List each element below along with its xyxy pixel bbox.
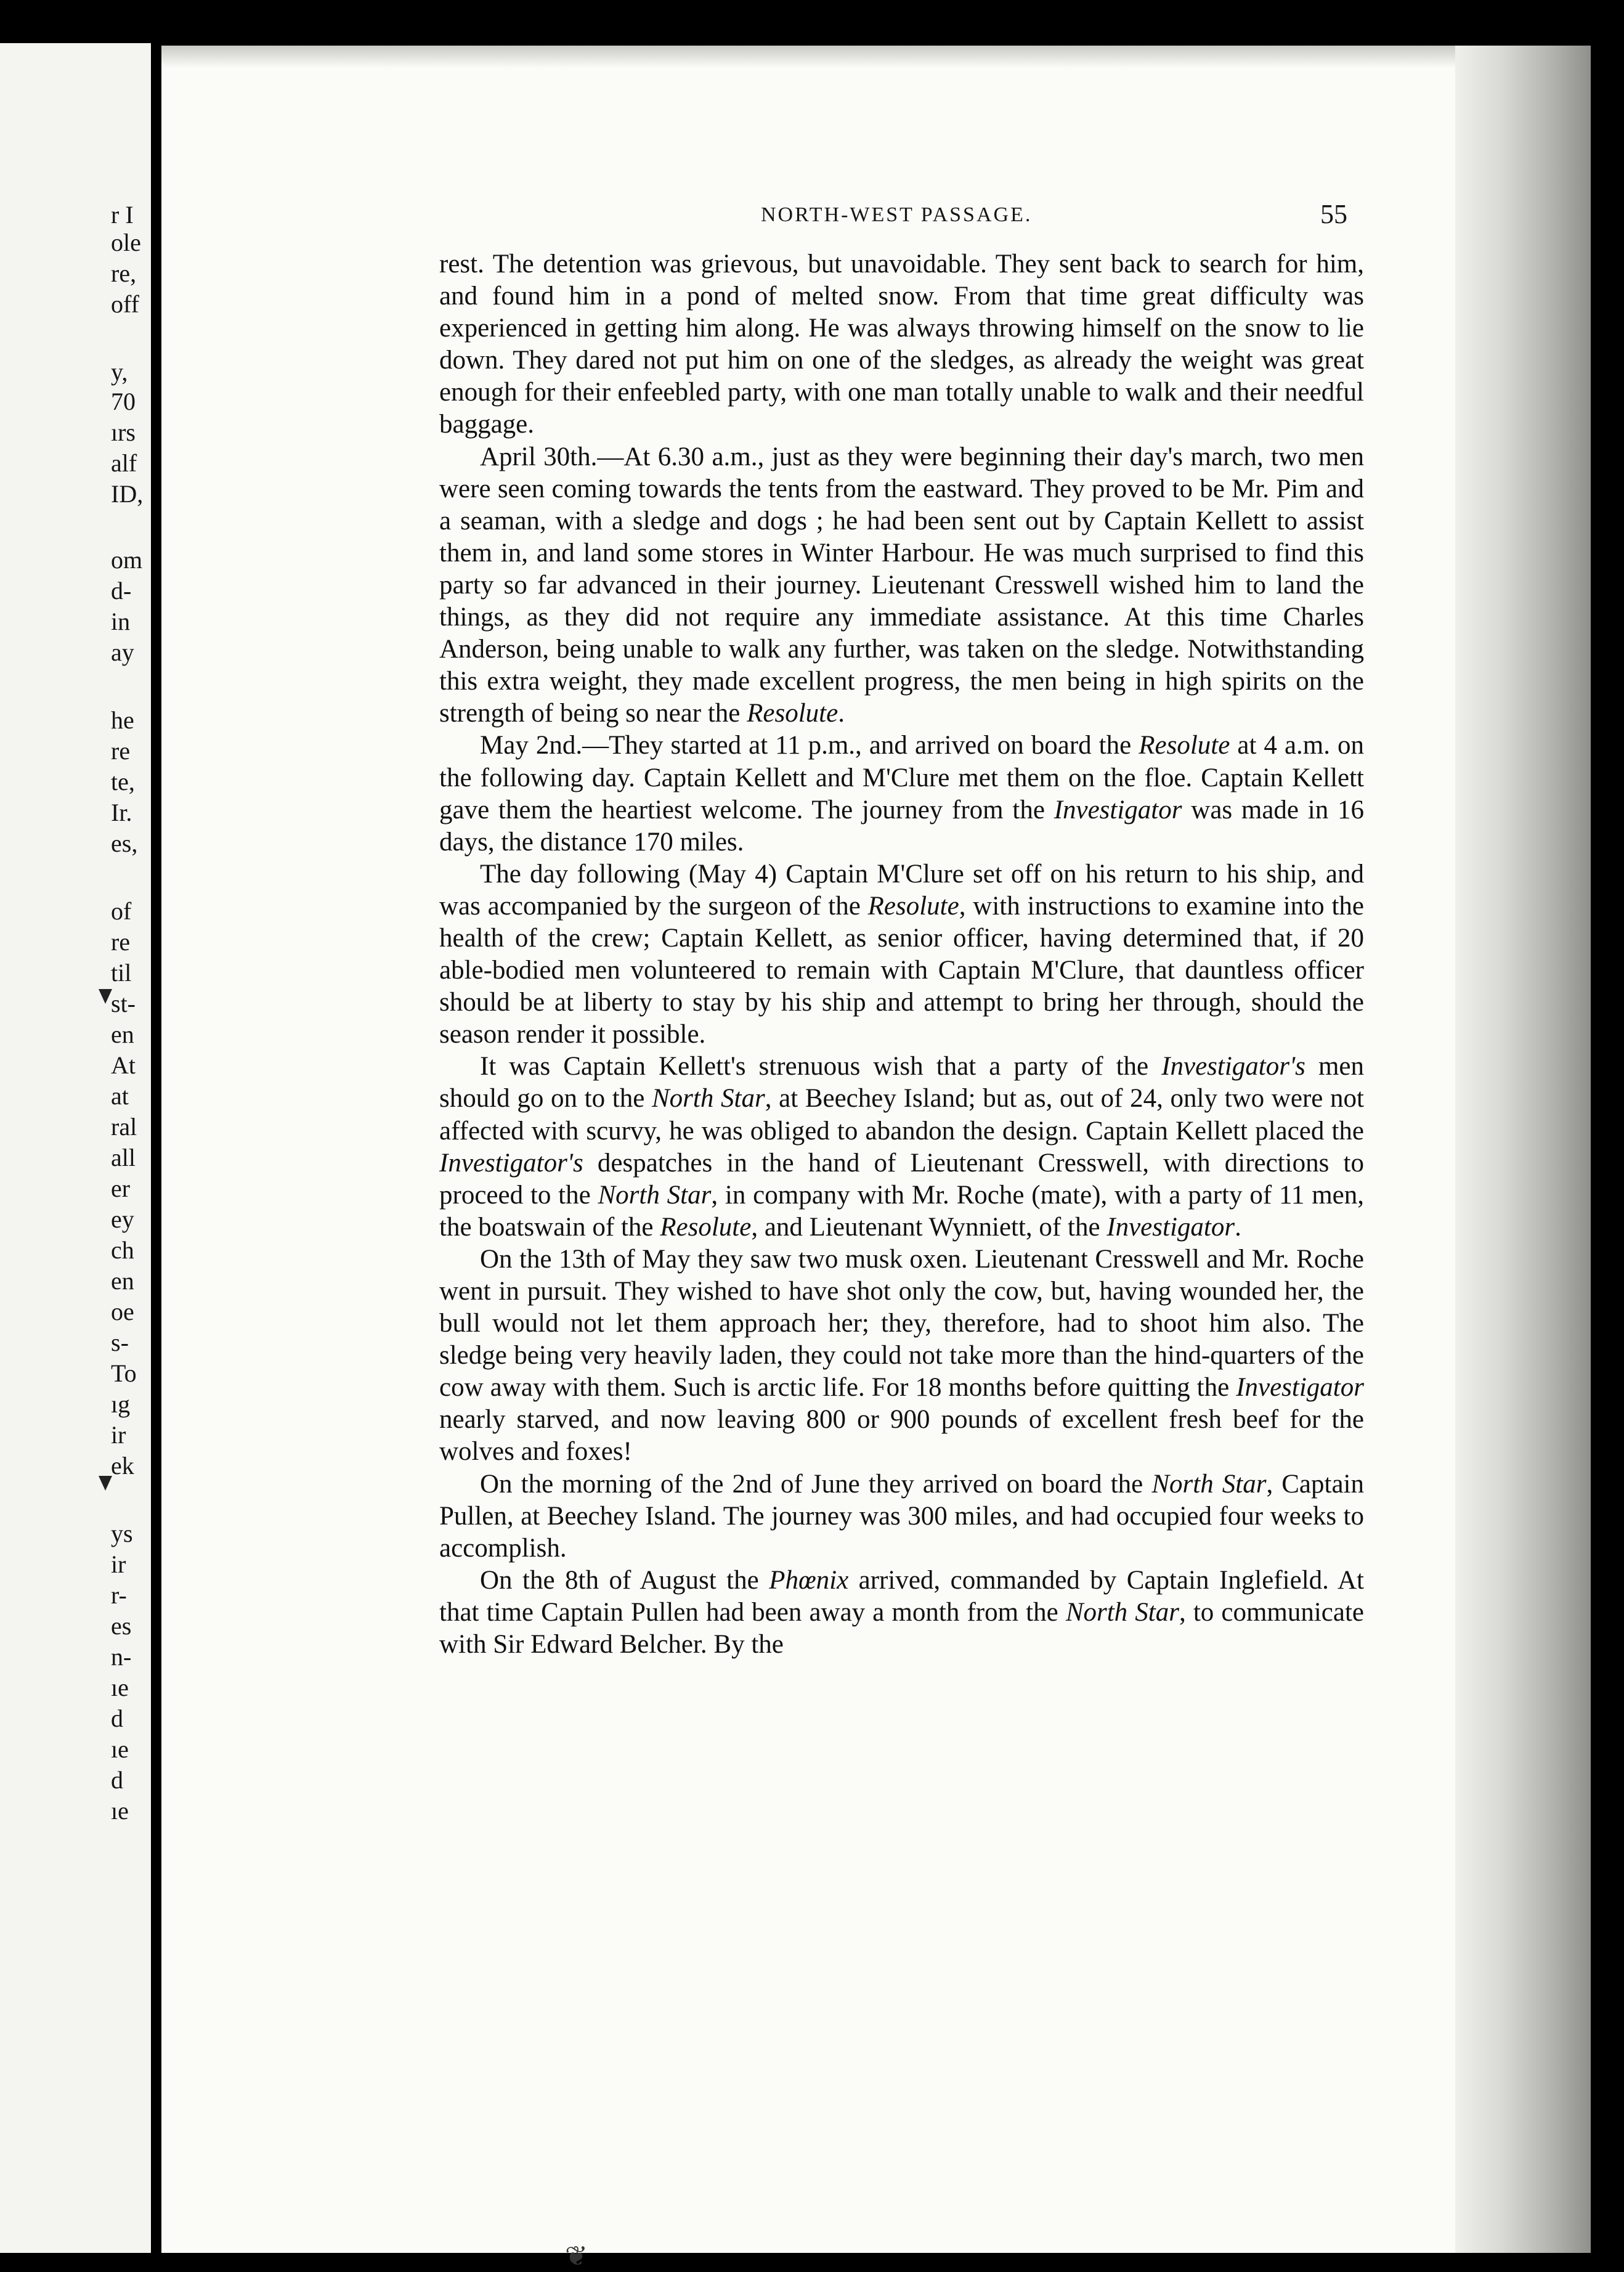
facing-page-fragment: te, <box>111 768 135 796</box>
facing-page-fragment: alf <box>111 449 137 477</box>
facing-page-fragment: ir <box>111 1421 126 1449</box>
facing-page-fragment: re, <box>111 259 137 287</box>
text-run: at 4 a.m. on the following day. Captain Kellett and M'Clure met them on the floe. Captain Kellett gave them the heartiest welcome. The journey from the <box>439 731 1364 825</box>
facing-page-fragment: r I <box>111 201 134 229</box>
text-run: . <box>838 699 845 728</box>
paragraph <box>439 730 1364 858</box>
italic-text: Investigator <box>1054 795 1182 825</box>
facing-page-fragment: ch <box>111 1236 134 1264</box>
printer-ornament: ❦ <box>565 2241 588 2271</box>
italic-text: Resolute <box>747 699 838 728</box>
page-header <box>590 198 1347 235</box>
facing-page-fragment: ID, <box>111 480 144 508</box>
facing-page-fragment: s- <box>111 1329 129 1356</box>
facing-page-fragment: Ir. <box>111 799 132 826</box>
facing-page-fragment: d- <box>111 577 132 605</box>
facing-page-fragment: ir <box>111 1550 126 1578</box>
italic-text: Resolute <box>1139 731 1230 760</box>
facing-page-fragment: re <box>111 928 131 956</box>
italic-text: Phœnix <box>769 1565 849 1595</box>
facing-page-fragment: til <box>111 959 132 987</box>
paragraph <box>439 1565 1364 1661</box>
italic-text: Investigator <box>1236 1373 1364 1403</box>
facing-page-fragment: y, <box>111 358 128 386</box>
paragraph <box>439 858 1364 1051</box>
facing-page-fragment: in <box>111 608 131 635</box>
text-run: On the 13th of May they saw two musk oxen. Lieutenant Cresswell and Mr. Roche went in pursuit. They wished to have shot only the cow, but, having wounded her, the bull would not let them approach her; they, therefore, had to shoot him also. The sledge being very heavily laden, they could not take more than the hind-quarters of the cow away with them. Such is arctic life. For 18 months before quitting the <box>439 1244 1364 1403</box>
paragraph <box>439 248 1364 441</box>
facing-page-fragment: To <box>111 1359 137 1387</box>
text-run: rest. The detention was grievous, but unavoidable. They sent back to search for him, and found him in a pond of melted snow. From that time great difficulty was experienced in getting him along. He was always throwing himself on the snow to lie down. They dared not put him on one of the sledges, as already the weight was great enough for their enfeebled party, with one man totally unable to walk and their needful baggage. <box>439 250 1364 439</box>
text-run: men should go on to the <box>439 1052 1364 1114</box>
text-run: April 30th.—At 6.30 a.m., just as they were beginning their day's march, two men were seen coming towards the tents from the eastward. They proved to be Mr. Pim and a seaman, with a sledge and dogs ; he had been sent out by Captain Kellett to assist them in, and land some stores in Winter Harbour. He was much surprised to find this party so far advanced in their journey. Lieutenant Cresswell wished him to land the things, as they did not require any immediate assistance. At this time Charles Anderson, being unable to walk any further, was taken on the sledge. Notwithstanding this extra weight, they made excellent progress, the men being in high spirits on the strength of being so near the <box>439 442 1364 728</box>
italic-text: Resolute <box>867 891 959 921</box>
facing-page-fragment: all <box>111 1144 136 1171</box>
facing-page-fragment: er <box>111 1175 131 1202</box>
text-run: On the morning of the 2nd of June they arrived on board the <box>480 1469 1152 1499</box>
book-page <box>161 46 1591 2271</box>
text-run: , Captain Pullen, at Beechey Island. The journey was 300 miles, and had occupied four weeks to accomplish. <box>439 1469 1364 1563</box>
text-run: , in company with Mr. Roche (mate), with a party of 11 men, the boatswain of the <box>439 1180 1364 1242</box>
italic-text: Investigator's <box>439 1148 583 1178</box>
text-run: On the 8th of August the <box>480 1565 769 1595</box>
facing-page-fragment: ıe <box>111 1735 129 1763</box>
page-edge-shading <box>1455 46 1591 2253</box>
paragraph <box>439 1244 1364 1468</box>
italic-text: North Star <box>651 1084 765 1114</box>
text-run: , to communicate with Sir Edward Belcher. By the <box>439 1597 1365 1659</box>
facing-page-fragment: at <box>111 1082 129 1110</box>
facing-page-fragment: d <box>111 1766 123 1794</box>
text-run: nearly starved, and now leaving 800 or 900 pounds of excellent fresh beef for the wolves and foxes! <box>439 1405 1364 1467</box>
facing-page-fragment: 70 <box>111 388 136 415</box>
facing-page-fragment: om <box>111 546 143 574</box>
facing-page-fragment: ıg <box>111 1390 131 1418</box>
italic-text: North Star <box>1065 1597 1179 1627</box>
text-run: arrived, commanded by Captain Inglefield. At that time Captain Pullen had been away a month from the <box>439 1565 1364 1627</box>
facing-page-fragment: ral <box>111 1113 137 1141</box>
facing-page-fragment: ırs <box>111 418 136 446</box>
facing-page-fragment: re <box>111 737 131 765</box>
binding-mark <box>99 1476 112 1491</box>
text-run: The day following (May 4) Captain M'Clure set off on his return to his ship, and was accompanied by the surgeon of the <box>439 859 1364 921</box>
text-run: despatches in the hand of Lieutenant Cresswell, with directions to proceed to the <box>439 1148 1364 1210</box>
facing-page-fragment: ıe <box>111 1797 129 1825</box>
facing-page-fragment: he <box>111 706 134 734</box>
body-text <box>439 248 1364 1661</box>
text-run: , and Lieutenant Wynniett, of the <box>751 1212 1107 1242</box>
facing-page-fragment: oe <box>111 1298 134 1325</box>
page-top-shadow <box>161 46 1591 68</box>
facing-page-fragment: of <box>111 897 132 925</box>
text-run: May 2nd.—They started at 11 p.m., and arrived on board the <box>480 731 1139 760</box>
facing-page-fragment: n- <box>111 1643 132 1671</box>
text-run: , at Beechey Island; but as, out of 24, only two were not affected with scurvy, he was obliged to abandon the design. Captain Kellett placed the <box>439 1084 1364 1146</box>
paragraph <box>439 1051 1364 1244</box>
italic-text: Investigator <box>1106 1212 1235 1242</box>
text-run: . <box>1235 1212 1241 1242</box>
facing-page-fragment: off <box>111 290 139 318</box>
page-number: 55 <box>1320 199 1347 229</box>
facing-page-edge <box>0 43 151 2253</box>
paragraph <box>439 1468 1364 1565</box>
facing-page-fragment: es <box>111 1612 132 1640</box>
facing-page-fragment: At <box>111 1051 136 1079</box>
facing-page-fragment: en <box>111 1020 134 1048</box>
facing-page-fragment: r- <box>111 1581 127 1609</box>
facing-page-fragment: st- <box>111 990 136 1017</box>
facing-page-fragment: ek <box>111 1452 134 1480</box>
binding-mark <box>99 989 112 1004</box>
paragraph <box>439 441 1364 730</box>
italic-text: North Star <box>1151 1469 1267 1499</box>
facing-page-fragment: es, <box>111 829 138 857</box>
facing-page-fragment: ys <box>111 1520 133 1547</box>
italic-text: Resolute <box>660 1212 752 1242</box>
facing-page-fragment: ıe <box>111 1674 129 1701</box>
facing-page-fragment: ay <box>111 638 134 666</box>
facing-page-fragment: d <box>111 1704 123 1732</box>
text-run: It was Captain Kellett's strenuous wish that a party of the <box>480 1052 1162 1081</box>
text-run: , with instructions to examine into the health of the crew; Captain Kellett, as senior officer, having determined that, if 20 able-bodied men volunteered to remain with Captain M'Clure, that dauntless officer should be at liberty to stay by his ship and attempt to bring her through, should the season render it possible. <box>439 891 1364 1049</box>
facing-page-fragment: ey <box>111 1205 134 1233</box>
facing-page-fragment: en <box>111 1267 134 1295</box>
running-title: NORTH-WEST PASSAGE. <box>761 203 1033 226</box>
italic-text: Investigator's <box>1161 1052 1305 1081</box>
text-run: was made in 16 days, the distance 170 miles. <box>439 795 1364 857</box>
italic-text: North Star <box>598 1180 712 1210</box>
facing-page-fragment: ole <box>111 229 141 256</box>
